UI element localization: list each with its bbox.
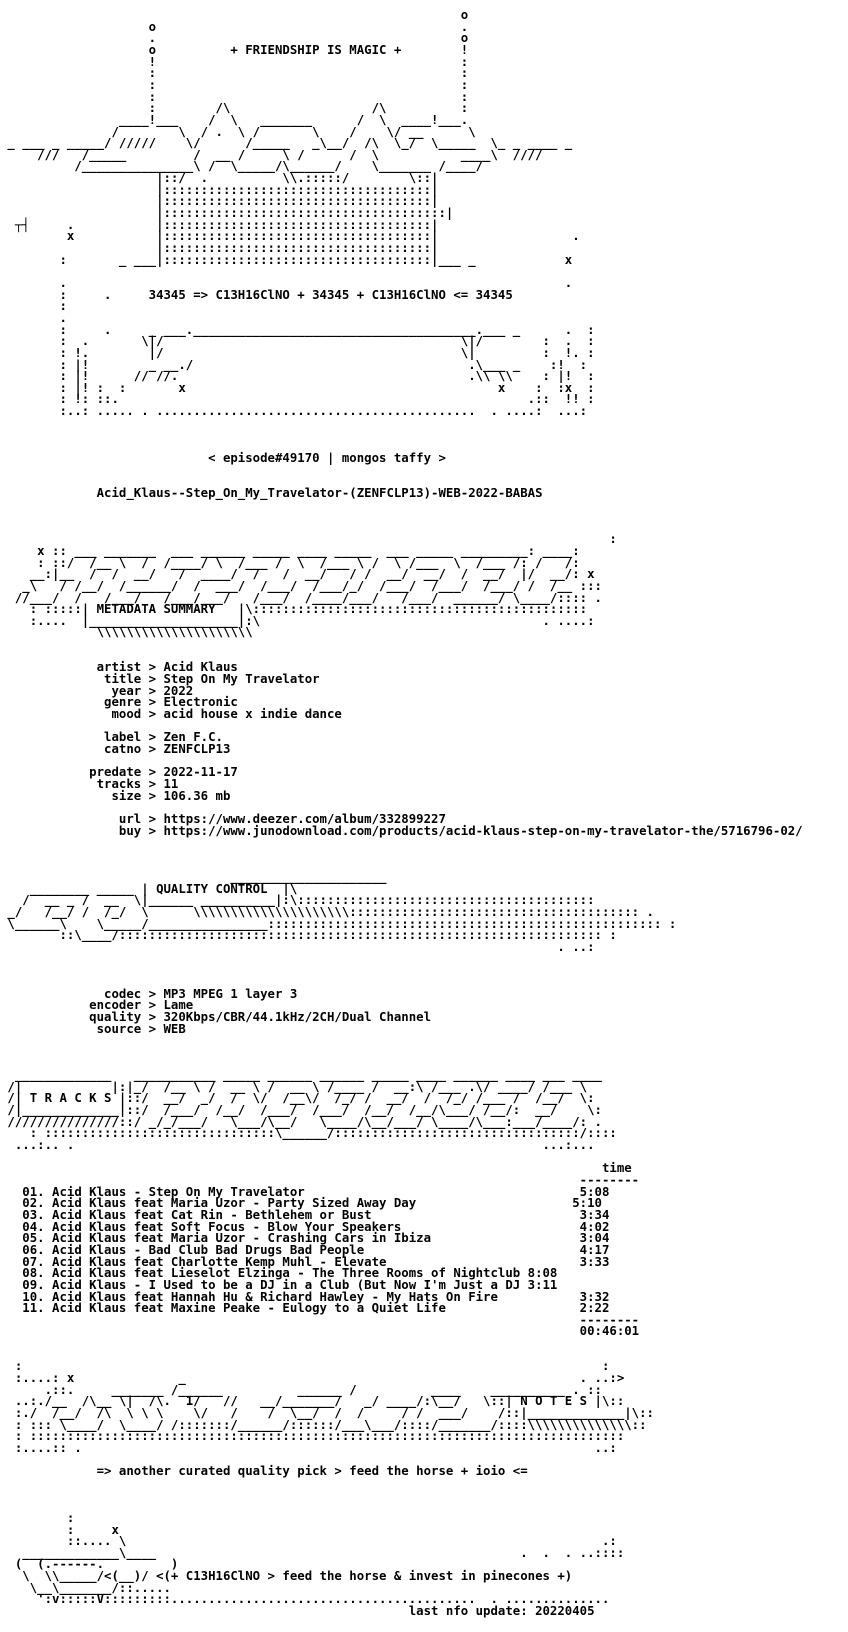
nfo-line: artist > Acid Klaus xyxy=(0,660,238,675)
nfo-line: tracks > 11 xyxy=(0,776,179,791)
nfo-line: /| T R A C K S |::/ __/ _/ / \/ /__\/ /_/ / __/ / /_/ /___ / /__/ \: xyxy=(0,1091,595,1106)
nfo-line: __:|__ / / __/ / ____/ / / __/ / / __/ __/ / __/ |/ __/: x xyxy=(0,567,595,582)
nfo-line: : |! // //. .\\ \\ : |! : xyxy=(0,369,595,384)
nfo-line: 00:46:01 xyxy=(0,1324,640,1339)
nfo-line: ________ _____ | QUALITY CONTROL |\ xyxy=(0,881,298,896)
nfo-line: : ::: \____/ \____/ /:::::::/______/::::::/___\___/::::/_______/::::\\\\\\\\\\\\\\:: xyxy=(0,1417,647,1432)
nfo-line: o xyxy=(0,8,469,22)
nfo-line: : xyxy=(0,1510,75,1525)
nfo-line: url > https://www.deezer.com/album/332899227 xyxy=(0,811,446,826)
nfo-line: :....: x _ . ..:> xyxy=(0,1371,625,1386)
nfo-line: . . xyxy=(0,275,573,290)
nfo-line: 03. Acid Klaus feat Cat Rin - Bethlehem or Bust 3:34 xyxy=(0,1207,610,1222)
nfo-line: \______\ \_____/________________::::::::::::::::::::::::::::::::::::::::::::::::::::: : xyxy=(0,916,677,931)
nfo-line: /_______________\ / \_____/\______/ \_______ /____/ xyxy=(0,159,484,174)
nfo-line: : _ ___|::::::::::::::::::::::::::::::::::::|___ _ x xyxy=(0,252,573,267)
nfo-line: //___/ / /___/ /___/___/ /___/ /____/___/ /___/ ______/ \____/:::: . xyxy=(0,590,602,605)
nfo-line: : ::/ /__ \ / /____/ \ /___ / \ /___ \ / \ /___ \ /___ /: / /: xyxy=(0,555,580,570)
nfo-line: x :: ___ _______ ___ ______ _____ ____ _____ ___ _____ _________: ____: xyxy=(0,543,580,558)
nfo-line: : : xyxy=(0,89,469,104)
nfo-line: _ ___ _ _____/ ///// \/ /_____ _\__/ /\ \_/ \_____ \_ _ ____ _ xyxy=(0,136,573,151)
nfo-line: .::. _______ /______ ______ / ____ __________ . :: xyxy=(0,1382,602,1397)
nfo-line: title > Step On My Travelator xyxy=(0,672,320,687)
nfo-line: : : xyxy=(0,66,469,81)
nfo-line: \__\_______/::..... xyxy=(0,1580,171,1595)
nfo-line: ::.... \ .: xyxy=(0,1534,617,1549)
nfo-line: 06. Acid Klaus - Bad Club Bad Drugs Bad People 4:17 xyxy=(0,1242,610,1257)
nfo-line: _____________ ___________ _____ ______ ______ _____ ____ ______ ____ ___ ____ xyxy=(0,1068,602,1083)
nfo-line: time xyxy=(0,1161,632,1176)
nfo-line: 02. Acid Klaus feat Maria Uzor - Party Sized Away Day 5:10 xyxy=(0,1196,602,1211)
nfo-line: ┬┤ . |::::::::::::::::::::::::::::::::::::| xyxy=(0,217,439,232)
nfo-line: |::/ . \\.:::::/ \::| xyxy=(0,171,439,186)
nfo-line: . o xyxy=(0,31,469,46)
nfo-line: _____________\____ . . . ..:::: xyxy=(0,1545,625,1560)
nfo-line: . xyxy=(0,310,67,325)
nfo-line: : : xyxy=(0,1359,610,1374)
nfo-line: :.... |____________________|:\ . ....: xyxy=(0,613,595,628)
nfo-line: \\\\\\\\\\\\\\\\\\\\\ xyxy=(0,625,253,640)
nfo-line: ...:.. . ...:... xyxy=(0,1138,595,1153)
nfo-line: \ \\_____/<(__)/ <(+ C13H16ClNO > feed the horse & invest in pinecones +) xyxy=(0,1569,573,1584)
nfo-line: Acid_Klaus--Step_On_My_Travelator-(ZENFCLP13)-WEB-2022-BABAS xyxy=(0,485,543,500)
nfo-line: encoder > Lame xyxy=(0,998,194,1013)
nfo-line: year > 2022 xyxy=(0,683,194,698)
nfo-line: 11. Acid Klaus feat Maxine Peake - Eulogy to a Quiet Life 2:22 xyxy=(0,1301,610,1316)
nfo-line: . ..: xyxy=(0,940,595,954)
nfo-line: quality > 320Kbps/CBR/44.1kHz/2CH/Dual Channel xyxy=(0,1009,432,1024)
nfo-line: : . \|/ \|/ : . : xyxy=(0,334,595,349)
nfo-line: : . 34345 => C13H16ClNO + 34345 + C13H16ClNO <= 34345 xyxy=(0,287,513,302)
nfo-line: : /\ /\ : xyxy=(0,101,469,116)
nfo-line: :./ /__/ /\ \ \ \ \/ / / \__/ / / / / ___/ /::|_____________|\:: xyxy=(0,1406,654,1420)
nfo-line: _\ / /__/ /______/ / ___/ /___/ /___/_/ /___/ /___/ /___/ / /__ ::: xyxy=(0,578,602,593)
nfo-line: : !. |/ \| : !. : xyxy=(0,345,595,360)
nfo-line: ..:./__ /\__ \| /\. 1/ // __/_______/ _/ ____/:\__/ \::| N O T E S |\:: xyxy=(0,1394,625,1409)
nfo-line: ! : xyxy=(0,54,469,69)
nfo-line: -------- xyxy=(0,1173,640,1187)
nfo-line: |::::::::::::::::::::::::::::::::::::| xyxy=(0,241,439,255)
nfo-line: last nfo update: 20220405 xyxy=(0,1604,595,1619)
nfo-line: |::::::::::::::::::::::::::::::::::::| xyxy=(0,194,439,209)
nfo-line: label > Zen F.C. xyxy=(0,730,223,745)
nfo-line: : |! : : x x : :x : xyxy=(0,380,595,395)
nfo-line: : x xyxy=(0,1522,119,1537)
nfo-line: codec > MP3 MPEG 1 layer 3 xyxy=(0,986,298,1001)
nfo-line: _/ /__/ / /_/ \ \\\\\\\\\\\\\\\\\\\\\::::::::::::::::::::::::::::::::::::::: . xyxy=(0,905,654,920)
nfo-line: buy > https://www.junodownload.com/products/acid-klaus-step-on-my-travelator-the/5716796-02/ xyxy=(0,823,803,838)
nfo-line: ::\____/::::::::::::::::::::::::::::::::::::::::::::::::::::::::::::::::: : xyxy=(0,928,617,943)
nfo-line: genre > Electronic xyxy=(0,695,238,710)
nfo-line: mood > acid house x indie dance xyxy=(0,707,342,721)
nfo-line: ( (.------. ) xyxy=(0,1557,179,1572)
nfo-line: size > 106.36 mb xyxy=(0,788,231,803)
nfo-line: predate > 2022-11-17 xyxy=(0,765,238,780)
nfo-line: : :::::::::::::::::::::::::::::::::::::::::::::::::::::::::::::::::::::::::::::::: xyxy=(0,1429,625,1444)
nfo-line: catno > ZENFCLP13 xyxy=(0,741,231,756)
nfo-line: 05. Acid Klaus feat Maria Uzor - Crashing Cars in Ibiza 3:04 xyxy=(0,1231,610,1246)
nfo-line: x |::::::::::::::::::::::::::::::::::::| . xyxy=(0,229,580,244)
nfo-line: :..: ..... . ........................................... . ....: ...: xyxy=(0,404,588,419)
nfo-line: : :::::::::::::::::::::::::::::::\______/:::::::::::::::::::::::::::::::::/:::: xyxy=(0,1126,617,1141)
nfo-line: |::::::::::::::::::::::::::::::::::::| xyxy=(0,182,439,197)
nfo-line: 04. Acid Klaus feat Soft Focus - Blow Your Speakers 4:02 xyxy=(0,1219,610,1234)
nfo-line: : |! _ __./ .\___ _ :! : xyxy=(0,357,588,372)
nfo-line: : xyxy=(0,299,67,314)
nfo-line: / \ / . \ / \ / \/ __ \ xyxy=(0,124,476,139)
nfo-line: : . _ ___.______________________________________.___ _ . : xyxy=(0,322,595,337)
nfo-line: => another curated quality pick > feed the horse + ioio <= xyxy=(0,1464,528,1479)
nfo-line: /| |:|_/ /__ \ / __ \ / __ \ /____ / __:\ /___ .\/ ____/ /___ \ xyxy=(0,1079,588,1094)
nfo-line: < episode#49170 | mongos taffy > xyxy=(0,450,446,465)
nfo-line: : !: ::. .:: !! : xyxy=(0,392,595,407)
nfo-line: / __ _ / __ \|______ __________|:\:::::::::::::::::::::::::::::::::::::::: xyxy=(0,893,595,908)
nfo-line: 07. Acid Klaus feat Charlotte Kemp Muhl - Elevate 3:33 xyxy=(0,1254,610,1269)
nfo-line: /// /_____ / __ / \ / / \ ____\ //// xyxy=(0,147,543,162)
nfo-line: source > WEB xyxy=(0,1021,186,1036)
nfo-line: 09. Acid Klaus - I Used to be a DJ in a Club (But Now I'm Just a DJ 3:11 xyxy=(0,1277,558,1292)
nfo-line: ':v:::::V:::::::::......................................... . .............. xyxy=(0,1592,610,1607)
nfo-line: 01. Acid Klaus - Step On My Travelator 5:08 xyxy=(0,1184,610,1199)
nfo-line: :....:: . ..: xyxy=(0,1440,617,1455)
nfo-line: ///////////////::/ _/_/___/ \___/\__/ \____/\__/___/ \____/\___:___/____/: . xyxy=(0,1114,602,1129)
nfo-line: /|_____________|::/ /___/ /__/ /___/ /___/ /__/ /__/\___/ /__/: __/ \: xyxy=(0,1103,602,1118)
nfo-line: : :::::| METADATA SUMMARY |\::::::::::::::::::::::::::::::::::::::::::::: xyxy=(0,602,588,617)
nfo-line: _____________________ xyxy=(0,870,387,885)
nfo-line: 10. Acid Klaus feat Hannah Hu & Richard Hawley - My Hats On Fire 3:32 xyxy=(0,1289,610,1304)
nfo-line: |::::::::::::::::::::::::::::::::::::::| xyxy=(0,206,454,221)
nfo-line: ____!___ / \ _______ / \ ____!___. xyxy=(0,112,469,127)
nfo-line: : xyxy=(0,532,617,547)
nfo-line: 08. Acid Klaus feat Lieselot Elzinga - The Three Rooms of Nightclub 8:08 xyxy=(0,1266,558,1281)
nfo-line: -------- xyxy=(0,1312,640,1327)
nfo-line: o + FRIENDSHIP IS MAGIC + ! xyxy=(0,42,469,57)
nfo-line: : : xyxy=(0,77,469,92)
nfo-line: o . xyxy=(0,19,469,34)
